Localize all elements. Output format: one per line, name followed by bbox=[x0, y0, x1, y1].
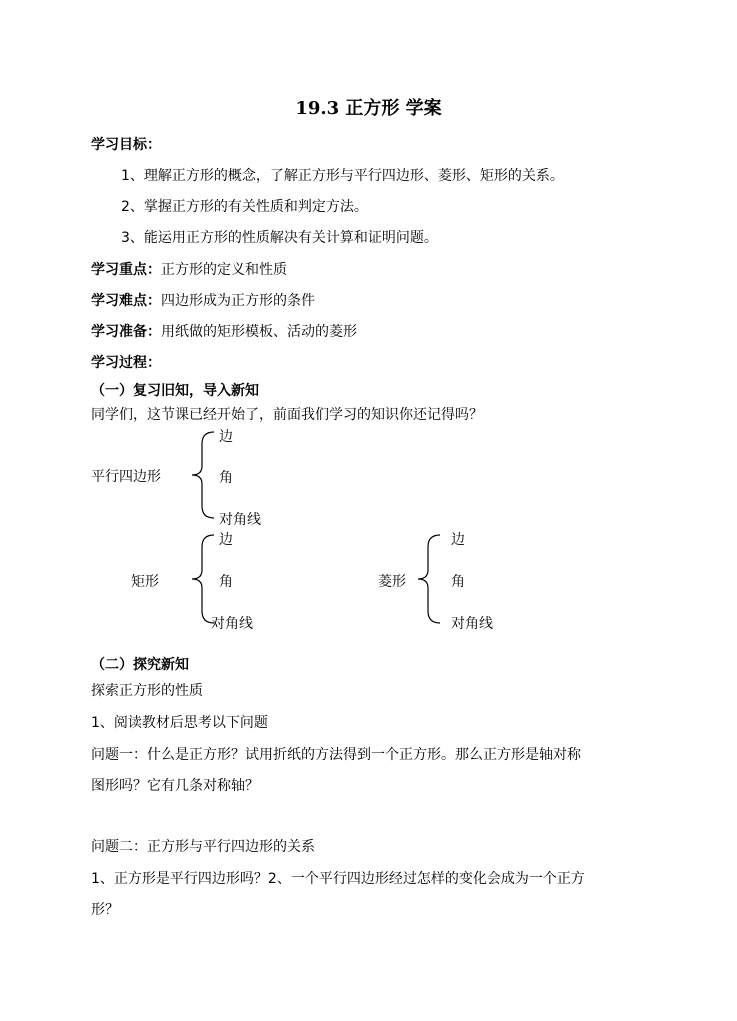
process-heading: 学习过程： bbox=[91, 355, 161, 371]
rhombus-item: 边 bbox=[451, 532, 465, 548]
objective-item: 3、能运用正方形的性质解决有关计算和证明问题。 bbox=[121, 230, 438, 246]
rectangle-brace bbox=[188, 531, 218, 627]
question1-line2: 图形吗？它有几条对称轴？ bbox=[91, 778, 259, 794]
page-title: 19.3 正方形 学案 bbox=[295, 98, 442, 119]
preparation-line bbox=[91, 323, 357, 341]
key-points-text: 正方形的定义和性质 bbox=[161, 262, 287, 278]
parallelogram-brace bbox=[188, 428, 218, 522]
question2-line1: 1、正方形是平行四边形吗？2、一个平行四边形经过怎样的变化会成为一个正方 bbox=[91, 871, 585, 887]
rhombus-item: 对角线 bbox=[451, 616, 493, 632]
rhombus-label: 菱形 bbox=[378, 574, 406, 590]
preparation-heading: 学习准备： bbox=[91, 324, 161, 340]
question2-heading: 问题二：正方形与平行四边形的关系 bbox=[91, 839, 315, 855]
parallelogram-item: 对角线 bbox=[219, 512, 261, 528]
rectangle-item: 对角线 bbox=[211, 616, 253, 632]
parallelogram-item: 边 bbox=[219, 429, 233, 445]
rectangle-item: 边 bbox=[219, 532, 233, 548]
section2-step: 1、阅读教材后思考以下问题 bbox=[91, 715, 268, 731]
objective-item: 2、掌握正方形的有关性质和判定方法。 bbox=[121, 199, 368, 215]
rectangle-item: 角 bbox=[219, 574, 233, 590]
objectives-heading: 学习目标： bbox=[91, 137, 161, 153]
parallelogram-item: 角 bbox=[219, 470, 233, 486]
section1-intro: 同学们，这节课已经开始了，前面我们学习的知识你还记得吗？ bbox=[91, 407, 483, 423]
difficulties-heading: 学习难点： bbox=[91, 293, 161, 309]
rectangle-label: 矩形 bbox=[131, 574, 159, 590]
difficulties-text: 四边形成为正方形的条件 bbox=[161, 293, 315, 309]
preparation-text: 用纸做的矩形模板、活动的菱形 bbox=[161, 324, 357, 340]
difficulties-line bbox=[91, 292, 315, 310]
section2-subheading: 探索正方形的性质 bbox=[91, 683, 203, 699]
parallelogram-label: 平行四边形 bbox=[91, 469, 161, 485]
question1-line1: 问题一：什么是正方形？试用折纸的方法得到一个正方形。那么正方形是轴对称 bbox=[91, 747, 581, 763]
key-points-line bbox=[91, 261, 287, 279]
key-points-heading: 学习重点： bbox=[91, 262, 161, 278]
objective-item: 1、理解正方形的概念，了解正方形与平行四边形、菱形、矩形的关系。 bbox=[121, 168, 564, 184]
rhombus-item: 角 bbox=[451, 574, 465, 590]
section1-heading: （一）复习旧知，导入新知 bbox=[91, 383, 259, 399]
section2-heading: （二）探究新知 bbox=[91, 657, 189, 673]
rhombus-brace bbox=[414, 531, 444, 627]
question2-line2: 形？ bbox=[91, 902, 119, 918]
